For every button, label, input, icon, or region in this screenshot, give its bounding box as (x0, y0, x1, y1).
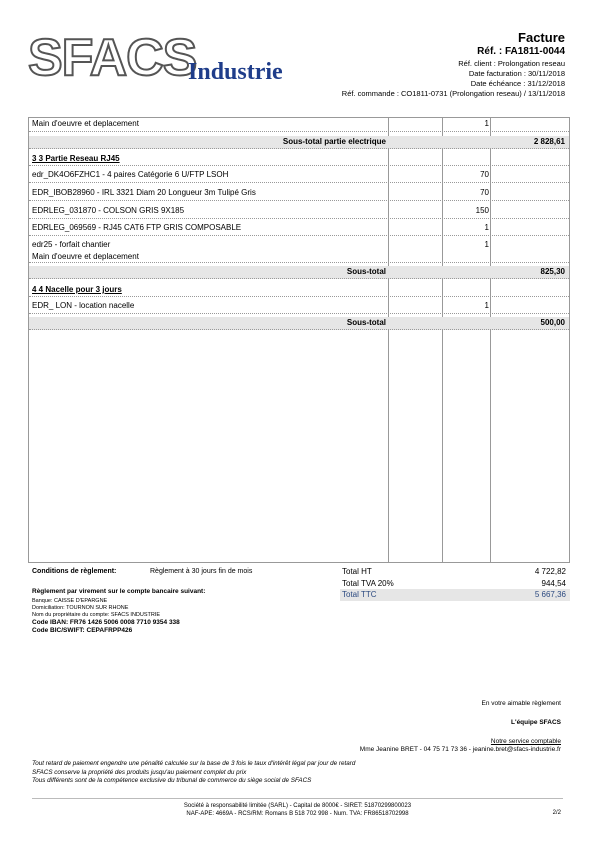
total-ht-row (340, 566, 570, 578)
table-row (29, 187, 569, 201)
item-quantity: 70 (480, 188, 489, 197)
section-title: 3 3 Partie Reseau RJ45 (32, 154, 120, 163)
subtotal-label: Sous-total partie electrique (282, 137, 386, 146)
item-description: EDR_ LON - location nacelle (32, 301, 135, 310)
legal-line: SFACS conserve la propriété des produits jusqu'au paiement complet du prix (32, 768, 247, 776)
invoice-title: Facture (518, 30, 565, 45)
item-description: Main d'oeuvre et deplacement (32, 119, 139, 128)
subtotal-amount: 825,30 (540, 267, 565, 276)
closing-block (360, 700, 561, 754)
item-description: EDR_IBOB28960 - IRL 3321 Diam 20 Longueur 3m Tulipé Gris (32, 188, 256, 197)
bic: Code BIC/SWIFT: CEPAFRPP426 (32, 627, 133, 634)
subtotal-amount: 500,00 (540, 318, 565, 327)
legal-line: Tout retard de paiement engendre une pénalité calculée sur la base de 3 fois le taux d'intérêt légal par jour de retard (32, 760, 356, 767)
closing-regards: En votre aimable règlement (481, 700, 561, 707)
table-row (29, 300, 569, 314)
logo-word: SFACS (28, 29, 197, 87)
account-owner: Nom du propriétaire du compte: SFACS INDUSTRIE (32, 612, 161, 618)
footer-line: NAF-APE: 4669A - RCS/RM: Romans B 518 702 998 - Num. TVA: FR86518702998 (186, 811, 409, 817)
order-ref: Réf. commande : CO1811-0731 (Prolongation reseau) / 13/11/2018 (341, 89, 565, 98)
subtotal-row (29, 317, 569, 330)
company-logo (28, 30, 318, 90)
bank-details (32, 587, 322, 635)
closing-service: Notre service comptable (490, 738, 561, 745)
page-number: 2/2 (552, 810, 561, 816)
item-description: EDRLEG_031870 - COLSON GRIS 9X185 (32, 206, 185, 215)
section-row (29, 153, 569, 166)
item-quantity: 1 (484, 223, 489, 232)
item-quantity: 1 (484, 301, 489, 310)
item-quantity: 1 (484, 240, 489, 249)
footer-line: Société à responsabilité limitée (SARL) - Capital de 8000€ - SIRET: 51870299800023 (183, 803, 412, 809)
table-row (29, 118, 569, 132)
total-ttc-label: Total TTC (342, 590, 377, 599)
invoice-date: Date facturation : 30/11/2018 (468, 69, 565, 78)
total-ttc-row (340, 589, 570, 601)
bank-domiciliation: Domiciliation: TOURNON SUR RHONE (32, 605, 129, 611)
item-description: edr_DK4O6FZHC1 - 4 paires Catégorie 6 U/FTP LSOH (32, 170, 229, 179)
subtotal-label: Sous-total (346, 267, 386, 276)
legal-line: Tous différents sont de la compétence exclusive du tribunal de commerce du siège social de SFACS (32, 777, 312, 784)
bank-title: Règlement par virement sur le compte bancaire suivant: (32, 588, 206, 595)
subtotal-row (29, 136, 569, 149)
section-title: 4 4 Nacelle pour 3 jours (32, 285, 122, 294)
invoice-ref: Réf. : FA1811-0044 (477, 46, 565, 57)
bank-name: Banque: CAISSE D'EPARGNE (32, 598, 108, 604)
item-quantity: 150 (475, 206, 489, 215)
invoice-items-table (28, 117, 570, 563)
page-footer (32, 798, 563, 818)
total-tva-value: 944,54 (541, 578, 566, 588)
iban: Code IBAN: FR76 1426 5006 0008 7710 9354 338 (32, 619, 180, 626)
totals-block (340, 566, 570, 601)
client-ref: Réf. client : Prolongation reseau (458, 59, 565, 68)
item-quantity: 1 (484, 119, 489, 128)
conditions-label: Conditions de règlement: (32, 568, 117, 575)
total-ht-label: Total HT (342, 567, 372, 576)
subtotal-label: Sous-total (346, 318, 386, 327)
column-divider (388, 118, 389, 562)
column-divider (490, 118, 491, 562)
closing-contact: Mme Jeanine BRET - 04 75 71 73 36 - jeanine.bret@sfacs-industrie.fr (359, 746, 561, 753)
table-row (29, 239, 569, 263)
total-tva-row (340, 578, 570, 590)
table-row (29, 169, 569, 183)
legal-notice (32, 760, 355, 786)
item-description: EDRLEG_069569 - RJ45 CAT6 FTP GRIS COMPOSABLE (32, 223, 242, 232)
column-divider (442, 118, 443, 562)
table-row (29, 222, 569, 236)
total-ttc-value: 5 667,36 (534, 590, 566, 599)
logo-subtitle: Industrie (188, 59, 283, 85)
subtotal-amount: 2 828,61 (533, 137, 565, 146)
conditions-value: Règlement à 30 jours fin de mois (150, 568, 253, 575)
section-row (29, 284, 569, 297)
item-description: edr25 - forfait chantier (32, 240, 111, 249)
subtotal-row (29, 266, 569, 279)
invoice-header (458, 30, 565, 89)
due-date: Date échéance : 31/12/2018 (470, 79, 565, 88)
total-ht-value: 4 722,82 (534, 567, 566, 576)
total-tva-label: Total TVA 20% (342, 578, 394, 588)
closing-team: L'équipe SFACS (511, 719, 561, 726)
item-quantity: 70 (480, 170, 489, 179)
item-description-detail: Main d'oeuvre et deplacement (32, 252, 139, 261)
table-row (29, 205, 569, 219)
